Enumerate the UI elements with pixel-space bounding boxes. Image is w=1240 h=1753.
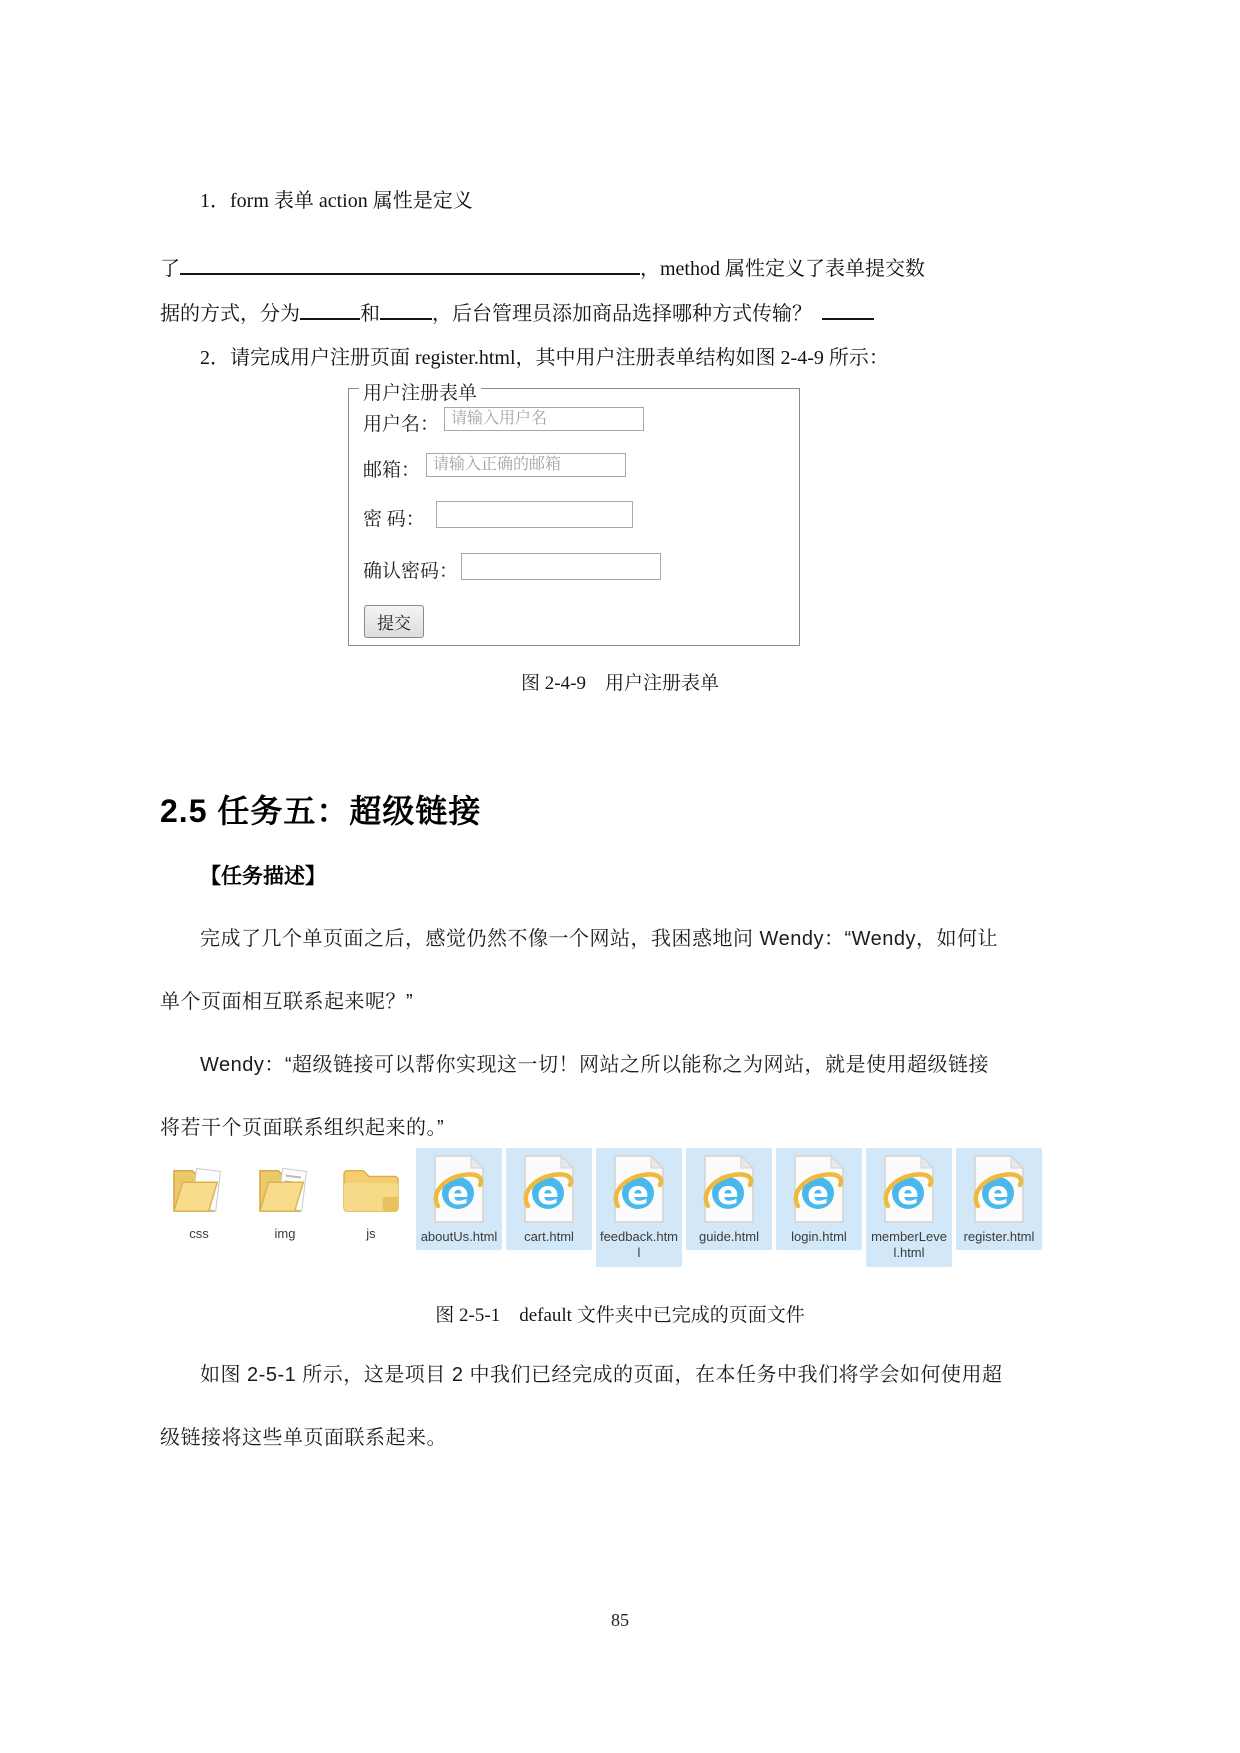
file-label: memberLevel.html: [871, 1229, 947, 1261]
confirm-password-input[interactable]: [461, 553, 661, 580]
folder-label: css: [189, 1226, 209, 1241]
password-input[interactable]: [436, 501, 633, 528]
folder-item-img: [244, 1148, 326, 1242]
folder-item-css: [158, 1148, 240, 1242]
folder-item-js: [330, 1148, 412, 1242]
svg-text:e: e: [627, 1174, 649, 1212]
file-label: feedback.html: [599, 1229, 679, 1261]
file-item-memberlevel: [866, 1148, 952, 1267]
svg-text:e: e: [447, 1174, 469, 1212]
fill-in-blank-1: [300, 301, 360, 320]
file-item-guide: [686, 1148, 772, 1250]
line3-text-1: 据的方式，分为: [160, 303, 300, 325]
section-heading: 2.5 任务五：超级链接: [160, 793, 482, 829]
email-label: 邮箱：: [363, 460, 421, 481]
ie-html-file-icon: [431, 1155, 487, 1223]
svg-text:e: e: [897, 1174, 919, 1212]
svg-text:e: e: [717, 1174, 739, 1212]
figure-caption-2-4-9: 图 2-4-9 用户注册表单: [521, 673, 719, 694]
folder-label: js: [366, 1226, 376, 1241]
paragraph-2-line-1: Wendy：“超级链接可以帮你实现这一切！网站之所以能称之为网站，就是使用超级链接: [200, 1054, 990, 1076]
blank-prefix-text: 了: [160, 258, 180, 280]
line3-text-3: ，后台管理员添加商品选择哪种方式传输？: [432, 303, 812, 325]
folder-label: img: [274, 1226, 296, 1241]
form-legend: 用户注册表单: [359, 378, 481, 405]
registration-form-figure: [348, 383, 800, 646]
username-label: 用户名：: [363, 414, 440, 435]
open-folder-icon: [254, 1162, 316, 1216]
file-item-feedback: [596, 1148, 682, 1267]
ie-html-file-icon: [791, 1155, 847, 1223]
figure-caption-2-5-1: 图 2-5-1 default 文件夹中已完成的页面文件: [435, 1305, 805, 1326]
svg-text:e: e: [537, 1174, 559, 1212]
paragraph-1-line-2: 单个页面相互联系起来呢？”: [160, 991, 414, 1013]
exercise-item-2: 2．请完成用户注册页面 register.html，其中用户注册表单结构如图 2-4-9 所示：: [200, 347, 889, 369]
exercise-item-1-line-1: 1．form 表单 action 属性是定义: [200, 190, 473, 212]
page-number: 85: [611, 1610, 629, 1630]
password-label: 密 码：: [363, 509, 425, 530]
task-description-heading: 【任务描述】: [200, 865, 326, 888]
ie-html-file-icon: [971, 1155, 1027, 1223]
closed-folder-icon: [340, 1162, 402, 1216]
open-folder-icon: [168, 1162, 230, 1216]
exercise-item-1-line-3: [160, 297, 874, 326]
file-label: login.html: [791, 1229, 847, 1244]
ie-html-file-icon: [701, 1155, 757, 1223]
ie-html-file-icon: [521, 1155, 577, 1223]
svg-text:e: e: [987, 1174, 1009, 1212]
ie-html-file-icon: [611, 1155, 667, 1223]
file-item-register: [956, 1148, 1042, 1250]
submit-button[interactable]: 提交: [364, 605, 424, 638]
file-label: register.html: [963, 1229, 1035, 1244]
file-label: guide.html: [699, 1229, 759, 1244]
file-item-cart: [506, 1148, 592, 1250]
file-item-login: [776, 1148, 862, 1250]
files-figure: [158, 1148, 1046, 1267]
file-label: cart.html: [524, 1229, 574, 1244]
paragraph-3-line-2: 级链接将这些单页面联系起来。: [160, 1427, 447, 1449]
exercise-item-1-line-2: [160, 252, 925, 281]
fill-in-blank-2: [380, 301, 432, 320]
file-item-aboutus: [416, 1148, 502, 1250]
line3-text-2: 和: [360, 303, 380, 325]
paragraph-2-line-2: 将若干个页面联系组织起来的。”: [160, 1117, 445, 1139]
ie-html-file-icon: [881, 1155, 937, 1223]
fill-in-blank-3: [822, 301, 874, 320]
email-input[interactable]: [426, 453, 626, 477]
blank-suffix-text: ，method 属性定义了表单提交数: [640, 258, 925, 280]
confirm-password-label: 确认密码：: [363, 561, 459, 582]
file-label: aboutUs.html: [420, 1229, 498, 1244]
paragraph-1-line-1: 完成了几个单页面之后，感觉仍然不像一个网站，我困惑地问 Wendy：“Wendy，如何让: [200, 928, 998, 950]
paragraph-3-line-1: 如图 2-5-1 所示，这是项目 2 中我们已经完成的页面，在本任务中我们将学会如何使用超: [200, 1364, 1003, 1386]
svg-text:e: e: [807, 1174, 829, 1212]
username-input[interactable]: [444, 407, 644, 431]
fill-in-blank-long: [180, 256, 640, 275]
